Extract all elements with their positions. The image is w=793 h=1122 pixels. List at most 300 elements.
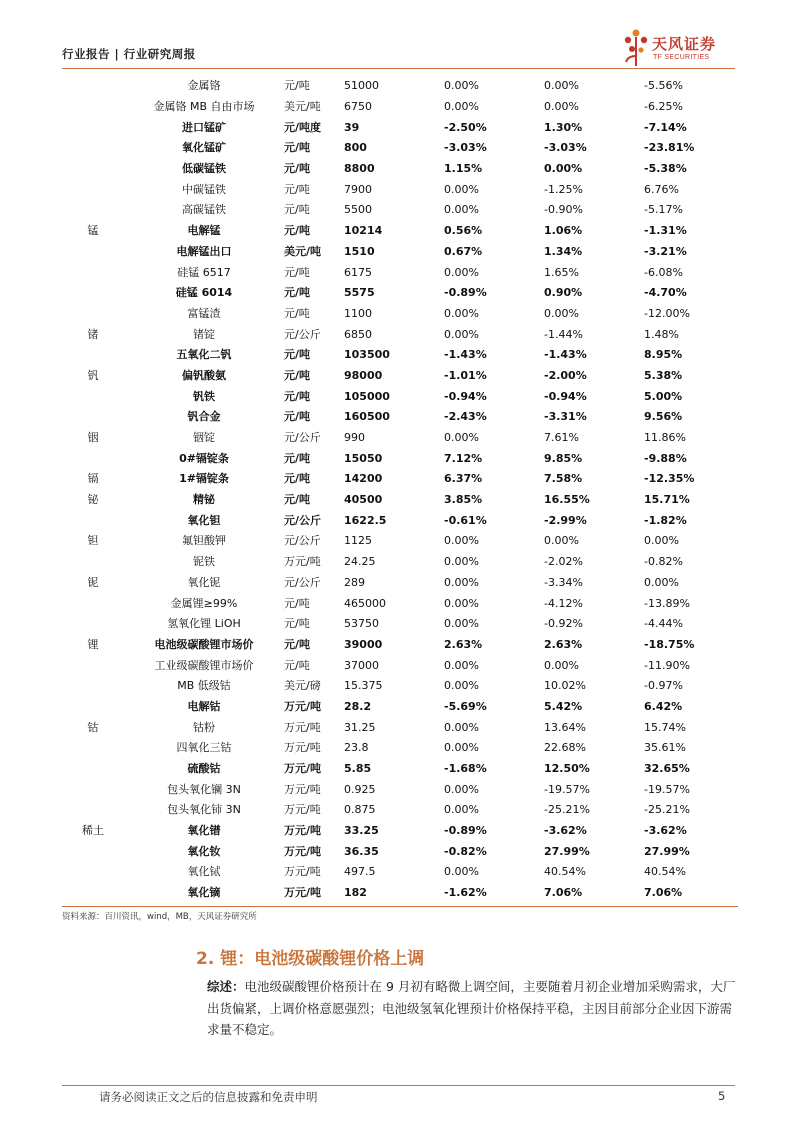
change-week-cell: -3.03% [444, 141, 487, 155]
name-cell: 氧化铽 [187, 865, 221, 879]
change-year-cell: -5.38% [644, 162, 687, 176]
name-cell: 氟钽酸钾 [182, 534, 226, 548]
price-cell: 40500 [344, 493, 383, 507]
group-cell [62, 76, 124, 97]
change-month-cell: -2.00% [544, 368, 587, 382]
logo-name-en: TF SECURITIES [653, 54, 710, 61]
group-cell [62, 262, 124, 283]
group-cell [62, 883, 124, 904]
change-week-cell: 0.00% [444, 865, 479, 879]
change-month-cell: 5.42% [544, 699, 583, 713]
group-cell [62, 862, 124, 883]
change-week-cell: -0.94% [444, 389, 487, 403]
group-cell [62, 738, 124, 759]
change-month-cell: 22.68% [544, 741, 586, 755]
name-cell: 富锰渣 [187, 306, 221, 320]
change-month-cell: 40.54% [544, 865, 586, 879]
group-cell: 钴 [87, 720, 99, 734]
flower-logo-icon [622, 28, 650, 68]
table-row [62, 428, 738, 449]
footer-disclaimer: 请务必阅读正文之后的信息披露和免责申明 [99, 1090, 318, 1104]
name-cell: 氧化镨 [187, 824, 221, 838]
change-year-cell: -23.81% [644, 141, 695, 155]
change-month-cell: -4.12% [544, 596, 583, 610]
section-summary [207, 976, 740, 1041]
unit-cell: 元/吨 [284, 410, 311, 424]
unit-cell: 元/公斤 [284, 431, 321, 445]
change-week-cell: 0.67% [444, 244, 483, 258]
change-year-cell: -25.21% [644, 803, 690, 817]
unit-cell: 元/吨 [284, 389, 311, 403]
price-cell: 800 [344, 141, 367, 155]
name-cell: 锗锭 [193, 327, 215, 341]
unit-cell: 元/吨度 [284, 120, 322, 134]
table-row [62, 862, 738, 883]
price-cell: 1100 [344, 306, 372, 320]
change-month-cell: 1.34% [544, 244, 583, 258]
unit-cell: 万元/吨 [284, 803, 321, 817]
name-cell: 电解锰出口 [176, 244, 232, 258]
summary-label: 综述： [207, 979, 245, 994]
price-cell: 465000 [344, 596, 386, 610]
change-year-cell: 5.38% [644, 368, 683, 382]
price-cell: 28.2 [344, 699, 372, 713]
unit-cell: 万元/吨 [284, 824, 322, 838]
change-month-cell: 0.00% [544, 79, 579, 93]
group-cell: 铟 [87, 431, 99, 445]
change-year-cell: 6.76% [644, 182, 679, 196]
unit-cell: 万元/吨 [284, 699, 322, 713]
price-cell: 10214 [344, 224, 383, 238]
price-cell: 1125 [344, 534, 372, 548]
table-row [62, 304, 738, 325]
change-year-cell: -1.31% [644, 224, 687, 238]
name-cell: 工业级碳酸锂市场价 [154, 658, 254, 672]
name-cell: 金属铬 MB 自由市场 [153, 100, 255, 114]
table-row [62, 138, 738, 159]
change-year-cell: 8.95% [644, 348, 683, 362]
table-row [62, 200, 738, 221]
change-year-cell: 0.00% [644, 534, 679, 548]
name-cell: 氧化镝 [187, 886, 221, 900]
page-number: 5 [718, 1089, 726, 1103]
change-year-cell: -3.62% [644, 824, 687, 838]
change-month-cell: 1.65% [544, 265, 579, 279]
change-week-cell: 0.00% [444, 182, 479, 196]
change-year-cell: -4.70% [644, 286, 687, 300]
table-row [62, 841, 738, 862]
change-week-cell: -0.82% [444, 844, 487, 858]
name-cell: 包头氧化铈 3N [167, 803, 241, 817]
change-month-cell: -3.34% [544, 575, 583, 589]
change-week-cell: 0.00% [444, 782, 479, 796]
price-cell: 6175 [344, 265, 372, 279]
group-cell [62, 97, 124, 118]
name-cell: 钒合金 [187, 410, 221, 424]
change-week-cell: 0.00% [444, 575, 479, 589]
change-week-cell: 0.00% [444, 596, 479, 610]
change-week-cell: 0.00% [444, 803, 479, 817]
metal-price-table [62, 76, 738, 904]
change-month-cell: 0.00% [544, 306, 579, 320]
change-year-cell: 6.42% [644, 699, 683, 713]
group-cell [62, 510, 124, 531]
table-row [62, 510, 738, 531]
change-year-cell: 0.00% [644, 575, 679, 589]
change-week-cell: 7.12% [444, 451, 483, 465]
name-cell: 电解钴 [187, 699, 221, 713]
name-cell: 1#镉锭条 [179, 472, 229, 486]
change-week-cell: -0.89% [444, 286, 487, 300]
change-month-cell: 7.06% [544, 886, 583, 900]
unit-cell: 元/公斤 [284, 513, 322, 527]
price-cell: 103500 [344, 348, 390, 362]
change-year-cell: -7.14% [644, 120, 687, 134]
price-cell: 182 [344, 886, 367, 900]
price-cell: 1510 [344, 244, 375, 258]
change-week-cell: -1.43% [444, 348, 487, 362]
change-week-cell: 0.00% [444, 617, 479, 631]
change-month-cell: -3.03% [544, 141, 587, 155]
table-row [62, 697, 738, 718]
name-cell: 氧化钕 [187, 844, 221, 858]
unit-cell: 元/吨 [284, 306, 310, 320]
group-cell [62, 779, 124, 800]
name-cell: 精铋 [193, 493, 215, 507]
change-month-cell: 12.50% [544, 762, 590, 776]
group-cell [62, 386, 124, 407]
unit-cell: 元/公斤 [284, 327, 321, 341]
unit-cell: 元/吨 [284, 658, 310, 672]
change-week-cell: 3.85% [444, 493, 483, 507]
change-month-cell: 0.00% [544, 162, 583, 176]
group-cell [62, 552, 124, 573]
change-year-cell: -5.17% [644, 203, 683, 217]
change-month-cell: -2.99% [544, 513, 587, 527]
price-cell: 6850 [344, 327, 372, 341]
table-row [62, 738, 738, 759]
name-cell: 氧化锰矿 [182, 141, 226, 155]
change-month-cell: -3.31% [544, 410, 587, 424]
change-year-cell: -13.89% [644, 596, 690, 610]
change-month-cell: 16.55% [544, 493, 590, 507]
change-year-cell: -4.44% [644, 617, 683, 631]
change-week-cell: 0.00% [444, 306, 479, 320]
group-cell [62, 841, 124, 862]
change-month-cell: -3.62% [544, 824, 587, 838]
table-row [62, 655, 738, 676]
table-row [62, 779, 738, 800]
unit-cell: 元/吨 [284, 472, 311, 486]
name-cell: 氢氧化锂 LiOH [167, 617, 241, 631]
table-row [62, 345, 738, 366]
group-cell: 稀土 [82, 824, 104, 838]
name-cell: 钴粉 [193, 720, 215, 734]
name-cell: 包头氧化镧 3N [167, 782, 241, 796]
group-cell [62, 800, 124, 821]
name-cell: 0#镉锭条 [179, 451, 229, 465]
unit-cell: 元/吨 [284, 265, 310, 279]
change-year-cell: -12.35% [644, 472, 695, 486]
table-row [62, 179, 738, 200]
unit-cell: 元/吨 [284, 368, 311, 382]
change-month-cell: 2.63% [544, 637, 583, 651]
table-row [62, 883, 738, 904]
change-month-cell: 27.99% [544, 844, 590, 858]
table-row [62, 573, 738, 594]
change-year-cell: 15.74% [644, 720, 686, 734]
unit-cell: 万元/吨 [284, 555, 321, 569]
group-cell [62, 697, 124, 718]
change-week-cell: 0.00% [444, 79, 479, 93]
table-row [62, 262, 738, 283]
table-row [62, 221, 738, 242]
name-cell: 电池级碳酸锂市场价 [154, 637, 254, 651]
price-cell: 39 [344, 120, 360, 134]
change-year-cell: -3.21% [644, 244, 687, 258]
section-title: 2. 锂：电池级碳酸锂价格上调 [196, 949, 425, 969]
group-cell [62, 345, 124, 366]
change-week-cell: 0.00% [444, 431, 479, 445]
change-month-cell: 0.00% [544, 658, 579, 672]
name-cell: 高碳锰铁 [182, 203, 226, 217]
table-row [62, 242, 738, 263]
change-month-cell: 1.06% [544, 224, 583, 238]
name-cell: 金属铬 [187, 79, 221, 93]
group-cell: 铋 [87, 493, 99, 507]
change-week-cell: -1.68% [444, 762, 487, 776]
report-header: 行业报告 | 行业研究周报 [62, 47, 196, 61]
unit-cell: 元/吨 [284, 162, 311, 176]
change-week-cell: -2.50% [444, 120, 487, 134]
change-week-cell: 0.00% [444, 203, 479, 217]
unit-cell: 元/公斤 [284, 534, 321, 548]
name-cell: 低碳锰铁 [182, 162, 226, 176]
price-cell: 160500 [344, 410, 390, 424]
change-year-cell: 5.00% [644, 389, 683, 403]
change-month-cell: -25.21% [544, 803, 590, 817]
group-cell [62, 448, 124, 469]
change-year-cell: -11.90% [644, 658, 690, 672]
change-week-cell: 0.00% [444, 100, 479, 114]
group-cell [62, 159, 124, 180]
change-month-cell: -1.25% [544, 182, 583, 196]
unit-cell: 万元/吨 [284, 741, 321, 755]
table-row [62, 117, 738, 138]
change-year-cell: 1.48% [644, 327, 679, 341]
change-week-cell: -0.61% [444, 513, 487, 527]
change-year-cell: -0.97% [644, 679, 683, 693]
table-row [62, 800, 738, 821]
change-week-cell: 0.00% [444, 534, 479, 548]
table-row [62, 76, 738, 97]
unit-cell: 元/吨 [284, 79, 310, 93]
group-cell: 锰 [87, 224, 99, 238]
name-cell: 金属锂≥99% [170, 596, 238, 610]
change-month-cell: 0.00% [544, 100, 579, 114]
table-row [62, 635, 738, 656]
table-row [62, 407, 738, 428]
name-cell: 钒铁 [193, 389, 215, 403]
price-cell: 14200 [344, 472, 383, 486]
unit-cell: 万元/吨 [284, 762, 322, 776]
change-week-cell: 0.00% [444, 327, 479, 341]
change-month-cell: -19.57% [544, 782, 590, 796]
unit-cell: 美元/磅 [284, 679, 321, 693]
change-year-cell: 32.65% [644, 762, 690, 776]
name-cell: 铌铁 [193, 555, 215, 569]
price-cell: 289 [344, 575, 365, 589]
change-year-cell: -19.57% [644, 782, 690, 796]
group-cell [62, 759, 124, 780]
table-row [62, 593, 738, 614]
unit-cell: 元/吨 [284, 493, 311, 507]
price-cell: 497.5 [344, 865, 376, 879]
name-cell: 电解锰 [187, 224, 221, 238]
price-cell: 7900 [344, 182, 372, 196]
price-cell: 990 [344, 431, 365, 445]
change-month-cell: 7.61% [544, 431, 579, 445]
name-cell: 硅锰 6517 [177, 265, 231, 279]
change-week-cell: -5.69% [444, 699, 487, 713]
table-bottom-divider [62, 906, 738, 907]
unit-cell: 元/吨 [284, 596, 310, 610]
table-row [62, 552, 738, 573]
name-cell: 铟锭 [193, 431, 215, 445]
change-year-cell: 15.71% [644, 493, 690, 507]
change-year-cell: 11.86% [644, 431, 686, 445]
group-cell: 锗 [87, 327, 99, 341]
unit-cell: 元/吨 [284, 637, 311, 651]
change-week-cell: -1.62% [444, 886, 487, 900]
name-cell: 偏钒酸氨 [182, 368, 226, 382]
price-cell: 8800 [344, 162, 375, 176]
unit-cell: 元/吨 [284, 617, 310, 631]
group-cell [62, 200, 124, 221]
header-divider [62, 68, 735, 69]
group-cell [62, 117, 124, 138]
unit-cell: 美元/吨 [284, 100, 321, 114]
name-cell: 氧化铌 [187, 575, 221, 589]
change-week-cell: 6.37% [444, 472, 483, 486]
unit-cell: 万元/吨 [284, 886, 322, 900]
footer-divider [62, 1085, 735, 1086]
change-month-cell: 10.02% [544, 679, 586, 693]
data-source-note: 资料来源：百川资讯，wind，MB，天风证券研究所 [62, 912, 257, 922]
group-cell [62, 676, 124, 697]
group-cell [62, 283, 124, 304]
price-cell: 53750 [344, 617, 379, 631]
table-row [62, 97, 738, 118]
change-year-cell: -6.08% [644, 265, 683, 279]
change-month-cell: -0.92% [544, 617, 583, 631]
price-cell: 5575 [344, 286, 375, 300]
price-cell: 15.375 [344, 679, 383, 693]
group-cell: 钽 [87, 534, 99, 548]
change-month-cell: 7.58% [544, 472, 583, 486]
change-month-cell: -0.94% [544, 389, 587, 403]
price-cell: 0.875 [344, 803, 376, 817]
unit-cell: 美元/吨 [284, 244, 322, 258]
unit-cell: 元/吨 [284, 451, 311, 465]
group-cell: 锂 [87, 637, 99, 651]
table-row [62, 469, 738, 490]
change-week-cell: 0.00% [444, 741, 479, 755]
unit-cell: 万元/吨 [284, 844, 322, 858]
change-year-cell: -1.82% [644, 513, 687, 527]
change-year-cell: -0.82% [644, 555, 683, 569]
table-row [62, 759, 738, 780]
name-cell: 五氧化二钒 [176, 348, 232, 362]
change-week-cell: -2.43% [444, 410, 487, 424]
change-year-cell: 40.54% [644, 865, 686, 879]
change-year-cell: 7.06% [644, 886, 683, 900]
table-row [62, 614, 738, 635]
price-cell: 1622.5 [344, 513, 387, 527]
price-cell: 33.25 [344, 824, 379, 838]
change-week-cell: 0.00% [444, 555, 479, 569]
change-week-cell: -1.01% [444, 368, 487, 382]
change-year-cell: -12.00% [644, 306, 690, 320]
table-row [62, 717, 738, 738]
unit-cell: 元/吨 [284, 224, 311, 238]
name-cell: 四氧化三钴 [176, 741, 232, 755]
group-cell: 铌 [87, 575, 99, 589]
change-month-cell: 9.85% [544, 451, 583, 465]
unit-cell: 元/公斤 [284, 575, 321, 589]
price-cell: 98000 [344, 368, 383, 382]
name-cell: 氧化钽 [187, 513, 221, 527]
price-cell: 5.85 [344, 762, 372, 776]
group-cell: 钒 [87, 368, 99, 382]
logo-name-cn: 天风证券 [652, 35, 717, 53]
table-row [62, 366, 738, 387]
change-year-cell: -6.25% [644, 100, 683, 114]
change-month-cell: -1.44% [544, 327, 583, 341]
group-cell [62, 242, 124, 263]
change-month-cell: 0.00% [544, 534, 579, 548]
change-year-cell: -5.56% [644, 79, 683, 93]
name-cell: 中碳锰铁 [182, 182, 226, 196]
table-row [62, 821, 738, 842]
group-cell [62, 179, 124, 200]
change-month-cell: 13.64% [544, 720, 586, 734]
table-row [62, 283, 738, 304]
name-cell: 进口锰矿 [182, 120, 226, 134]
unit-cell: 元/吨 [284, 182, 310, 196]
change-week-cell: 1.15% [444, 162, 483, 176]
group-cell [62, 138, 124, 159]
group-cell [62, 407, 124, 428]
change-week-cell: 0.00% [444, 265, 479, 279]
price-cell: 105000 [344, 389, 390, 403]
table-row [62, 386, 738, 407]
unit-cell: 万元/吨 [284, 720, 321, 734]
change-year-cell: 9.56% [644, 410, 683, 424]
price-cell: 36.35 [344, 844, 379, 858]
unit-cell: 元/吨 [284, 141, 311, 155]
group-cell [62, 614, 124, 635]
change-year-cell: 27.99% [644, 844, 690, 858]
change-year-cell: 35.61% [644, 741, 686, 755]
price-cell: 39000 [344, 637, 383, 651]
table-row [62, 324, 738, 345]
table-row [62, 448, 738, 469]
group-cell: 镉 [87, 472, 99, 486]
table-row [62, 676, 738, 697]
price-cell: 31.25 [344, 720, 376, 734]
change-month-cell: -1.43% [544, 348, 587, 362]
